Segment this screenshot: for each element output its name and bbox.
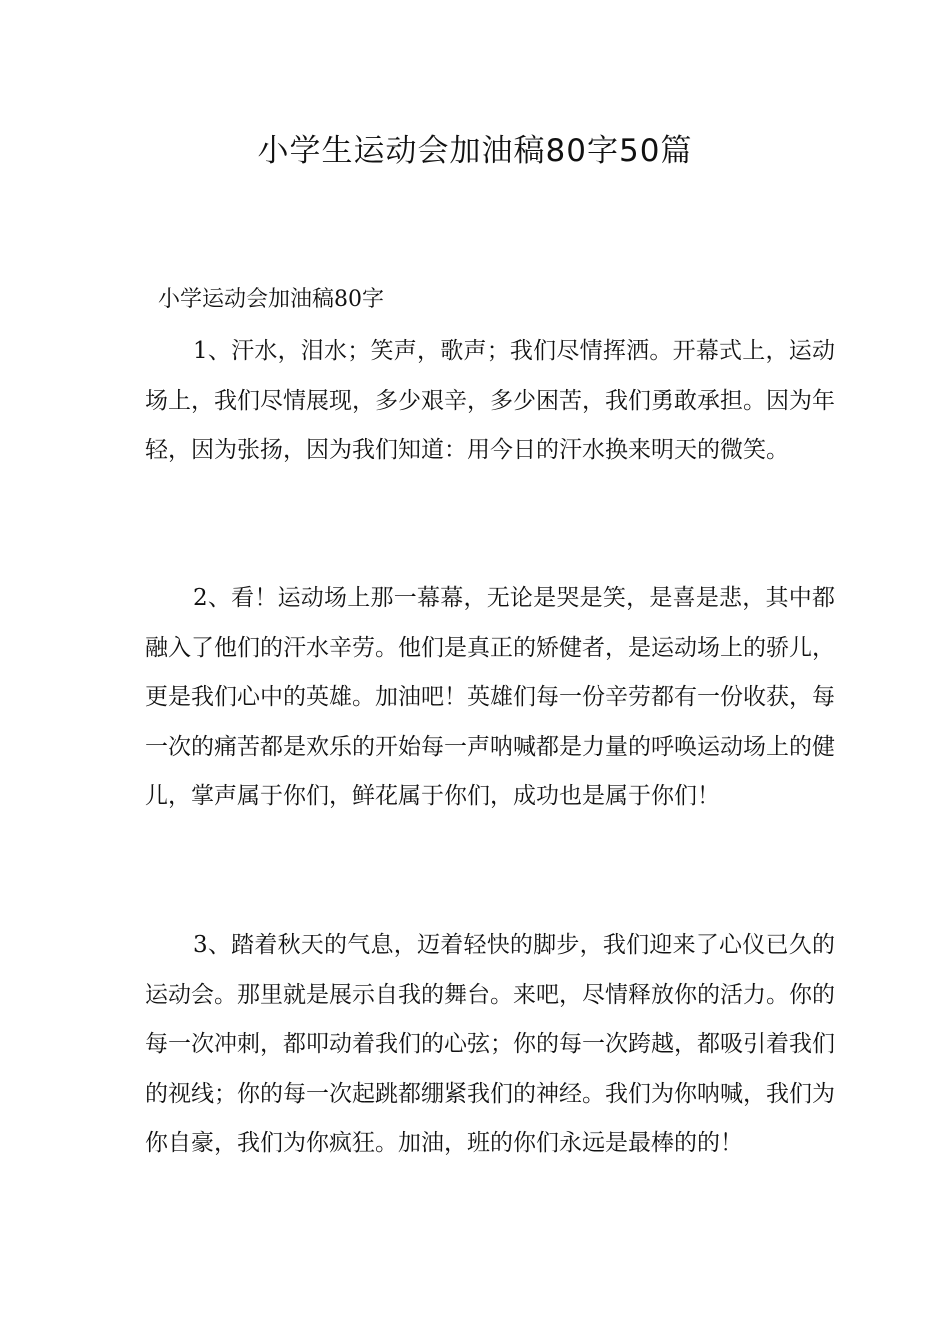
paragraph-2: 2、看！运动场上那一幕幕，无论是哭是笑，是喜是悲，其中都融入了他们的汗水辛劳。他们是真正的矫健者，是运动场上的骄儿，更是我们心中的英雄。加油吧！英雄们每一份辛劳都有一份收获，每一次的痛苦都是欢乐的开始每一声呐喊都是力量的呼唤运动场上的健儿，掌声属于你们，鲜花属于你们，成功也是属于你们！ xyxy=(145,585,835,810)
page-title: 小学生运动会加油稿80字50篇 xyxy=(257,133,693,169)
section-heading: 小学运动会加油稿80字 xyxy=(158,287,384,312)
paragraph-3: 3、踏着秋天的气息，迈着轻快的脚步，我们迎来了心仪已久的运动会。那里就是展示自我的舞台。来吧，尽情释放你的活力。你的每一次冲刺，都叩动着我们的心弦；你的每一次跨越，都吸引着我们的视线；你的每一次起跳都绷紧我们的神经。我们为你呐喊，我们为你自豪，我们为你疯狂。加油，班的你们永远是最棒的的！ xyxy=(145,932,835,1157)
paragraph-1: 1、汗水，泪水；笑声，歌声；我们尽情挥洒。开幕式上，运动场上，我们尽情展现，多少艰辛，多少困苦，我们勇敢承担。因为年轻，因为张扬，因为我们知道：用今日的汗水换来明天的微笑。 xyxy=(145,338,835,464)
